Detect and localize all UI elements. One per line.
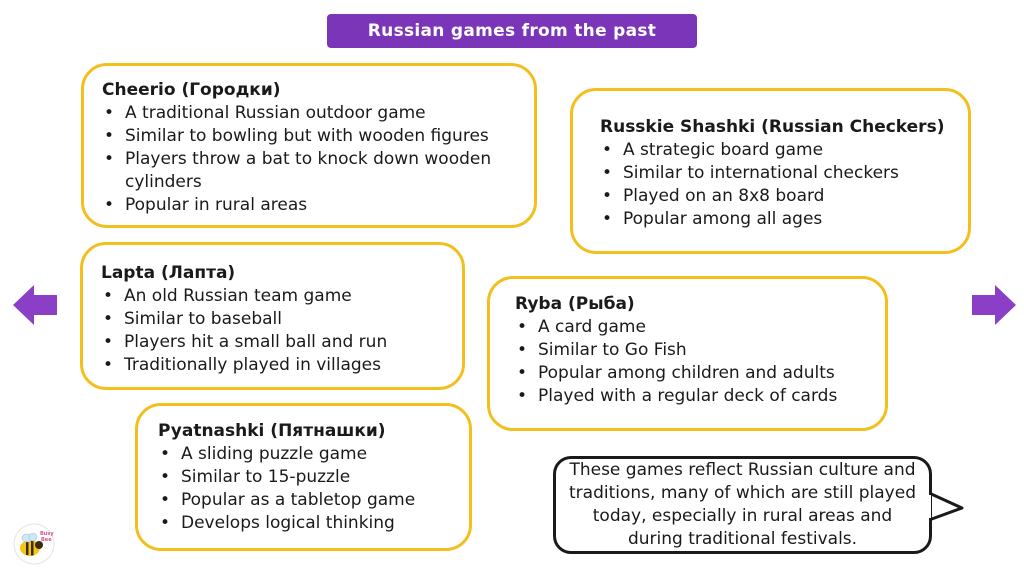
card-heading: Russkie Shashki (Russian Checkers) bbox=[600, 117, 945, 137]
list-item: • Players throw a bat to knock down wooden cylinders bbox=[102, 148, 516, 194]
arrow-left-icon[interactable] bbox=[12, 283, 58, 327]
list-item: • A card game bbox=[515, 316, 867, 339]
speech-bubble bbox=[553, 456, 932, 554]
list-item: • An old Russian team game bbox=[101, 285, 444, 308]
card-heading: Lapta (Лапта) bbox=[101, 263, 236, 283]
list-item: • Similar to baseball bbox=[101, 308, 444, 331]
list-item: • A strategic board game bbox=[600, 139, 950, 162]
list-item: • Similar to 15-puzzle bbox=[158, 466, 451, 489]
logo-text-busy: Busy bbox=[40, 531, 54, 537]
card-heading: Ryba (Рыба) bbox=[515, 294, 635, 314]
list-item: • Players hit a small ball and run bbox=[101, 331, 444, 354]
card-heading: Pyatnashki (Пятнашки) bbox=[158, 421, 386, 441]
list-item: • Popular in rural areas bbox=[102, 194, 516, 217]
logo-text-bee: Bee bbox=[41, 537, 52, 543]
list-item: • Played with a regular deck of cards bbox=[515, 385, 867, 408]
list-item: • Similar to Go Fish bbox=[515, 339, 867, 362]
slide-title: Russian games from the past bbox=[327, 14, 697, 48]
list-item: • Popular as a tabletop game bbox=[158, 489, 451, 512]
busy-bee-logo bbox=[12, 522, 56, 566]
card-heading: Cheerio (Городки) bbox=[102, 80, 281, 100]
list-item: • Popular among children and adults bbox=[515, 362, 867, 385]
list-item: • A traditional Russian outdoor game bbox=[102, 102, 516, 125]
list-item: • Played on an 8x8 board bbox=[600, 185, 950, 208]
list-item: • Traditionally played in villages bbox=[101, 354, 444, 377]
list-item: • Develops logical thinking bbox=[158, 512, 451, 535]
list-item: • Similar to international checkers bbox=[600, 162, 950, 185]
list-item: • Similar to bowling but with wooden figures bbox=[102, 125, 516, 148]
list-item: • A sliding puzzle game bbox=[158, 443, 451, 466]
list-item: • Popular among all ages bbox=[600, 208, 950, 231]
speech-text: These games reflect Russian culture and traditions, many of which are still played today, especially in rural areas and during traditional festivals. bbox=[569, 460, 916, 549]
arrow-right-icon[interactable] bbox=[971, 283, 1017, 327]
